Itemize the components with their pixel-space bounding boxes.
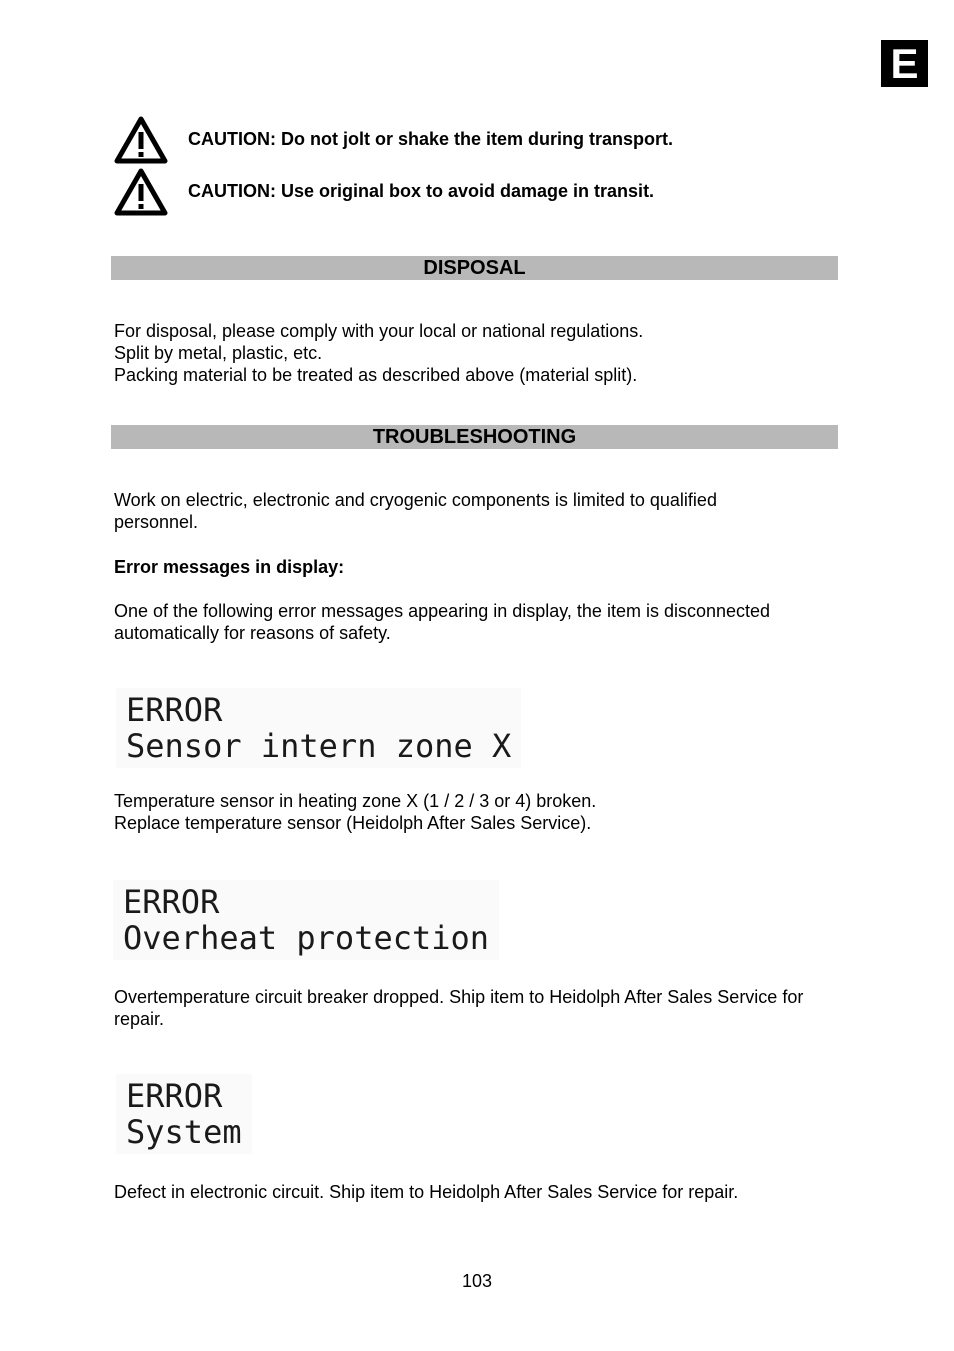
lcd-line: ERROR <box>123 883 220 921</box>
caution-transport: CAUTION: Do not jolt or shake the item during transport. <box>188 129 674 149</box>
page-number: 103 <box>461 1271 493 1291</box>
error-description: Defect in electronic circuit. Ship item to Heidolph After Sales Service for repair. <box>114 1182 739 1202</box>
troubleshooting-heading: TROUBLESHOOTING <box>111 425 838 449</box>
lcd-display-system-error <box>116 1074 252 1154</box>
disposal-line: Packing material to be treated as described above (material split). <box>114 365 638 385</box>
lcd-line: Overheat protection <box>123 919 490 957</box>
lcd-line: System <box>126 1113 242 1151</box>
error-desc-line: Replace temperature sensor (Heidolph After Sales Service). <box>114 813 592 833</box>
error-description <box>114 790 844 834</box>
troubleshooting-intro: Work on electric, electronic and cryogenic components is limited to qualified personnel. <box>114 490 717 532</box>
caution-original-box: CAUTION: Use original box to avoid damage in transit. <box>188 181 655 201</box>
warning-triangle-icon <box>113 167 169 217</box>
language-tab: E <box>881 40 928 87</box>
error-description: Overtemperature circuit breaker dropped. Ship item to Heidolph After Sales Service for repair. <box>114 987 804 1029</box>
error-desc-line: Temperature sensor in heating zone X (1 / 2 / 3 or 4) broken. <box>114 791 597 811</box>
disposal-heading: DISPOSAL <box>111 256 838 280</box>
lcd-display-overheat-error <box>113 880 499 960</box>
lcd-line: ERROR <box>126 1077 223 1115</box>
lcd-line: ERROR <box>126 691 223 729</box>
disposal-line: For disposal, please comply with your local or national regulations. <box>114 321 644 341</box>
warning-triangle-icon <box>113 115 169 165</box>
error-intro: One of the following error messages appearing in display, the item is disconnected automatically for reasons of safety. <box>114 601 771 643</box>
disposal-line: Split by metal, plastic, etc. <box>114 343 323 363</box>
error-messages-heading: Error messages in display: <box>114 557 345 577</box>
lcd-line: Sensor intern zone X <box>126 727 512 765</box>
lcd-display-sensor-error <box>116 688 521 768</box>
disposal-text <box>114 320 844 386</box>
